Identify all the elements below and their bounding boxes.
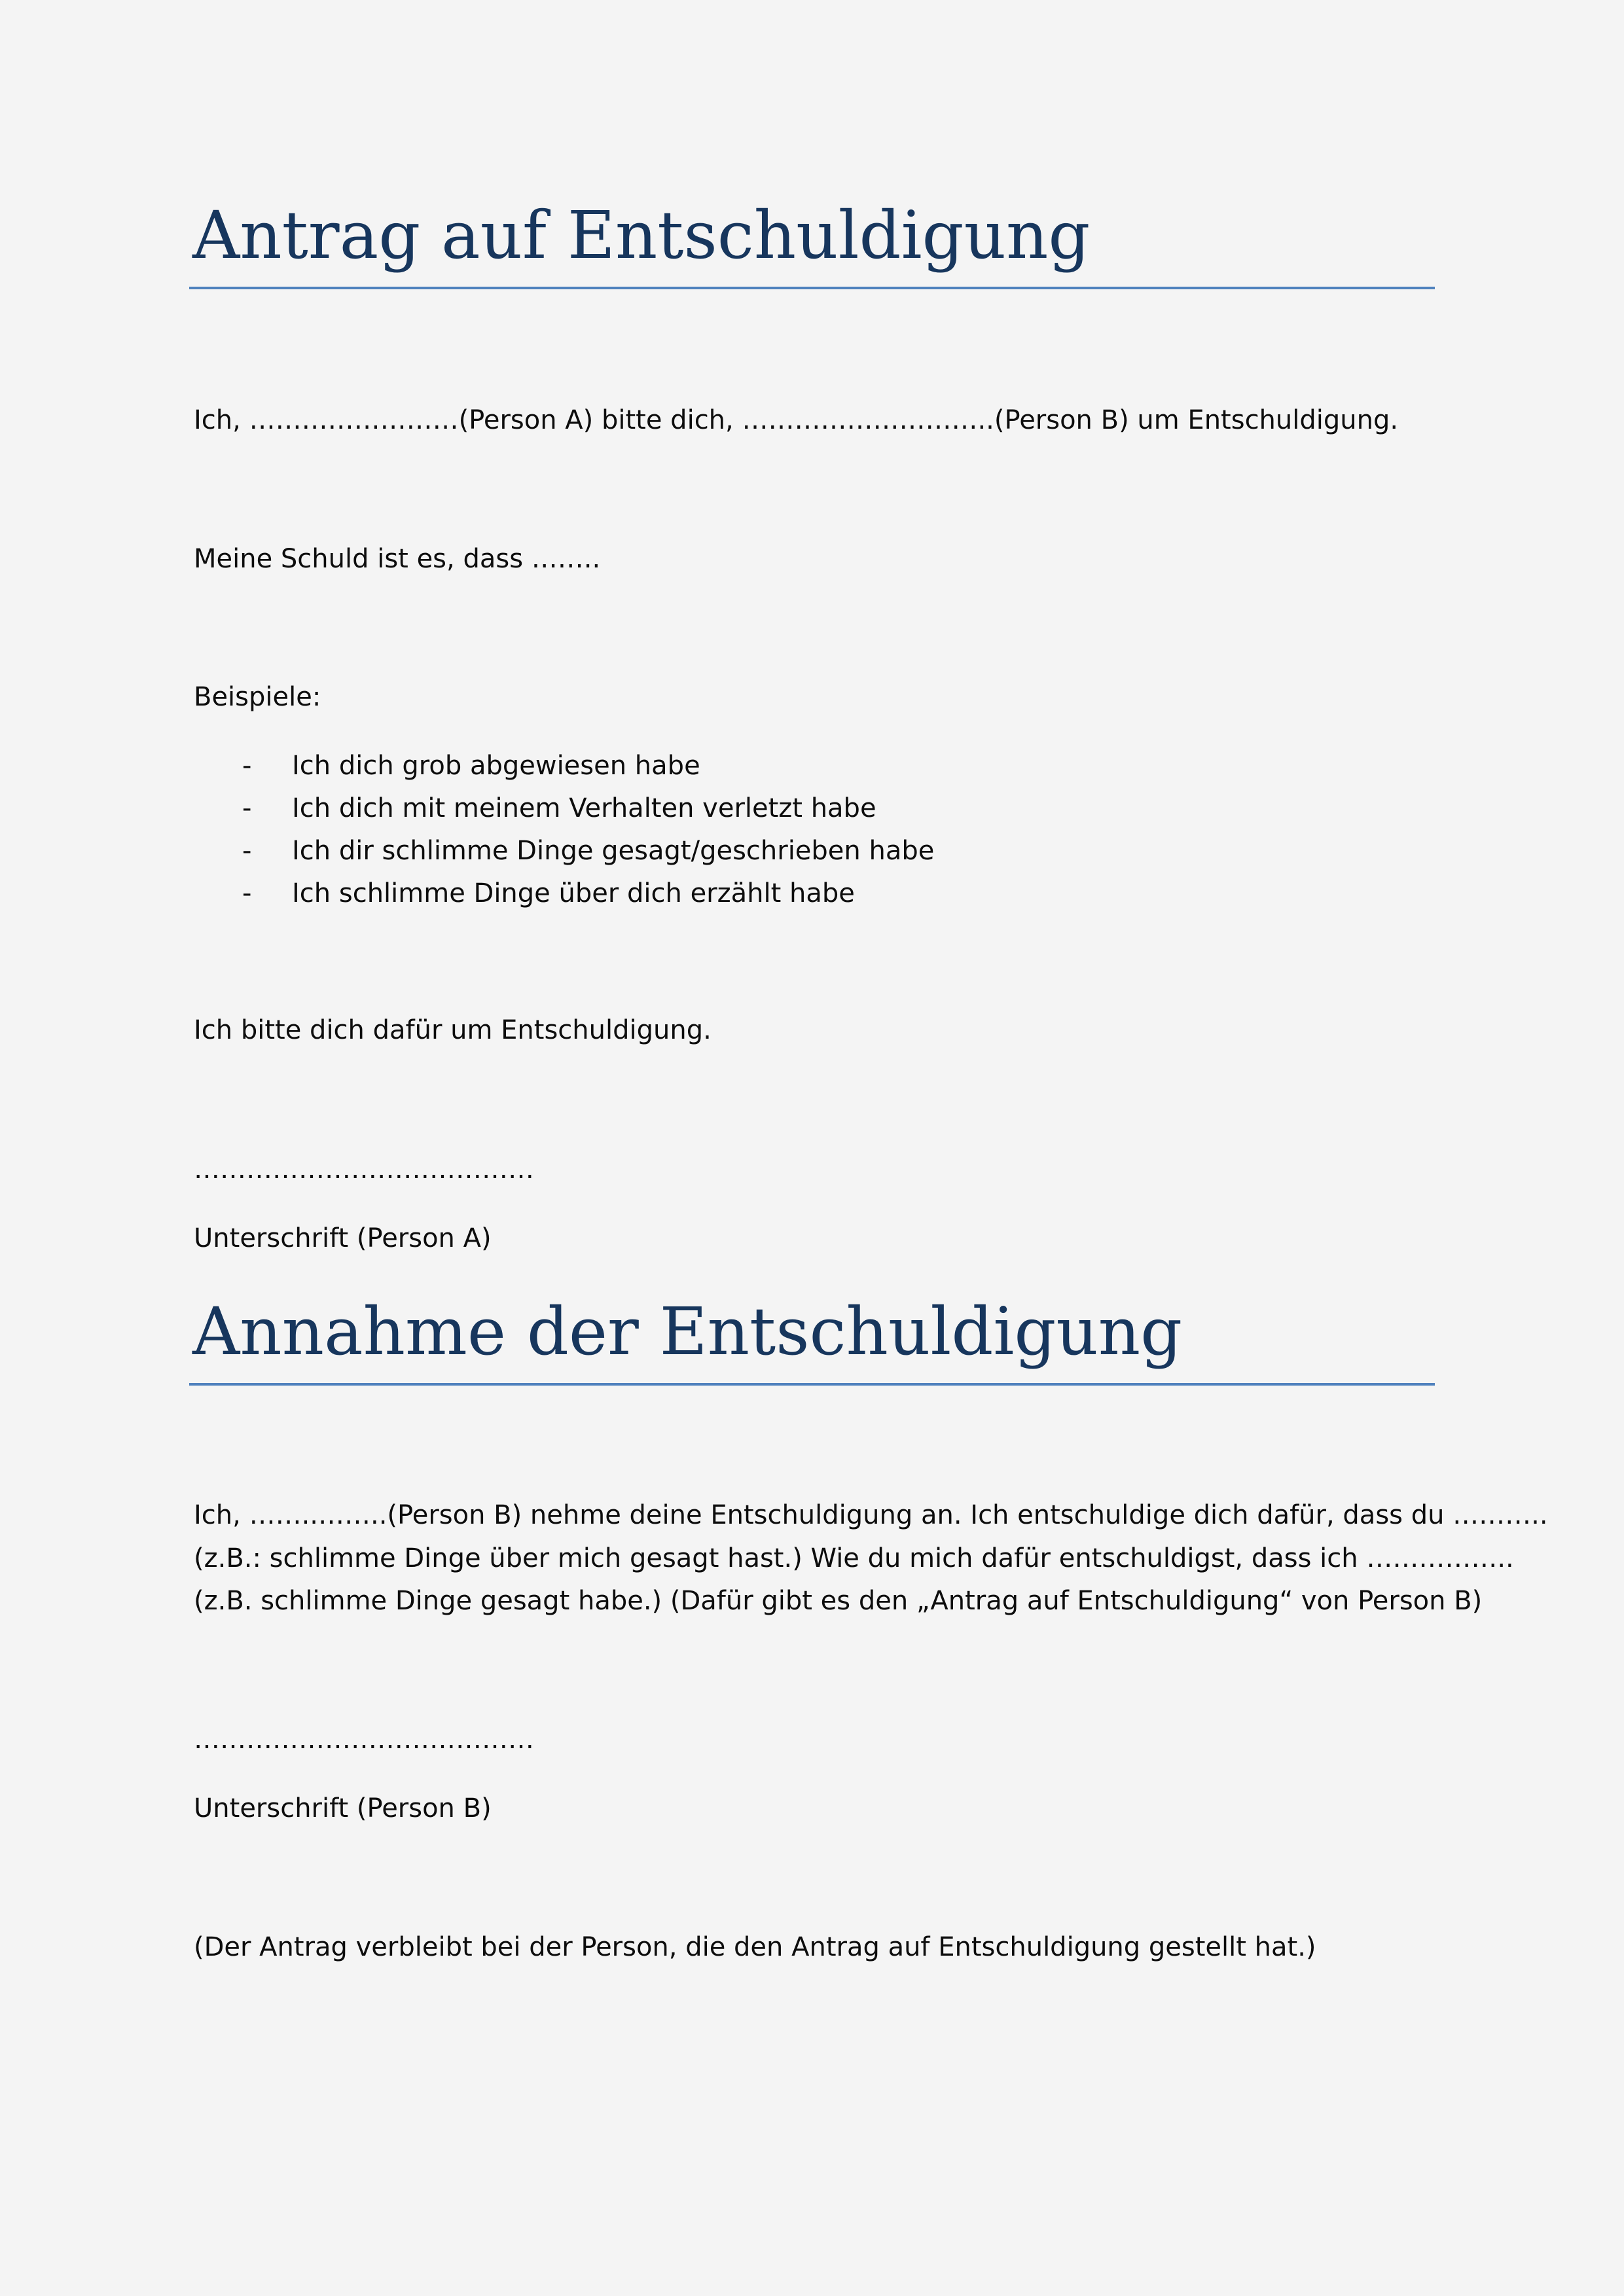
list-item-text: Ich dich grob abgewiesen habe (292, 751, 700, 781)
list-item-text: Ich dich mit meinem Verhalten verletzt habe (292, 793, 876, 823)
list-bullet: - (242, 793, 252, 823)
signature-line-b: ………………………………… (194, 1725, 534, 1755)
signature-label-a: Unterschrift (Person A) (194, 1223, 492, 1253)
acceptance-paragraph-line: (z.B.: schlimme Dinge über mich gesagt hast.) Wie du mich dafür entschuldigst, dass ich …………….. (194, 1543, 1514, 1573)
fault-text: Meine Schuld ist es, dass …….. (194, 544, 601, 574)
acceptance-paragraph-line: (z.B. schlimme Dinge gesagt habe.) (Dafür gibt es den „Antrag auf Entschuldigung“ von Person B) (194, 1586, 1483, 1616)
acceptance-title: Annahme der Entschuldigung (192, 1293, 1183, 1370)
footnote-text: (Der Antrag verbleibt bei der Person, die den Antrag auf Entschuldigung gestellt hat.) (194, 1932, 1316, 1962)
list-bullet: - (242, 836, 252, 866)
list-bullet: - (242, 878, 252, 908)
request-intro-text: Ich, ……………………(Person A) bitte dich, ………………………..(Person B) um Entschuldigung. (194, 405, 1399, 435)
closing-text: Ich bitte dich dafür um Entschuldigung. (194, 1015, 712, 1045)
list-bullet: - (242, 751, 252, 781)
title-underline-rule (189, 1383, 1435, 1386)
list-item-text: Ich dir schlimme Dinge gesagt/geschrieben habe (292, 836, 935, 866)
signature-line-a: ………………………………… (194, 1155, 534, 1185)
list-item-text: Ich schlimme Dinge über dich erzählt habe (292, 878, 855, 908)
acceptance-paragraph-line: Ich, ……..……..(Person B) nehme deine Entschuldigung an. Ich entschuldige dich dafür, dass du ……….. (194, 1500, 1548, 1530)
signature-label-b: Unterschrift (Person B) (194, 1793, 492, 1823)
examples-label: Beispiele: (194, 682, 321, 712)
request-title: Antrag auf Entschuldigung (192, 197, 1091, 274)
title-underline-rule (189, 287, 1435, 289)
